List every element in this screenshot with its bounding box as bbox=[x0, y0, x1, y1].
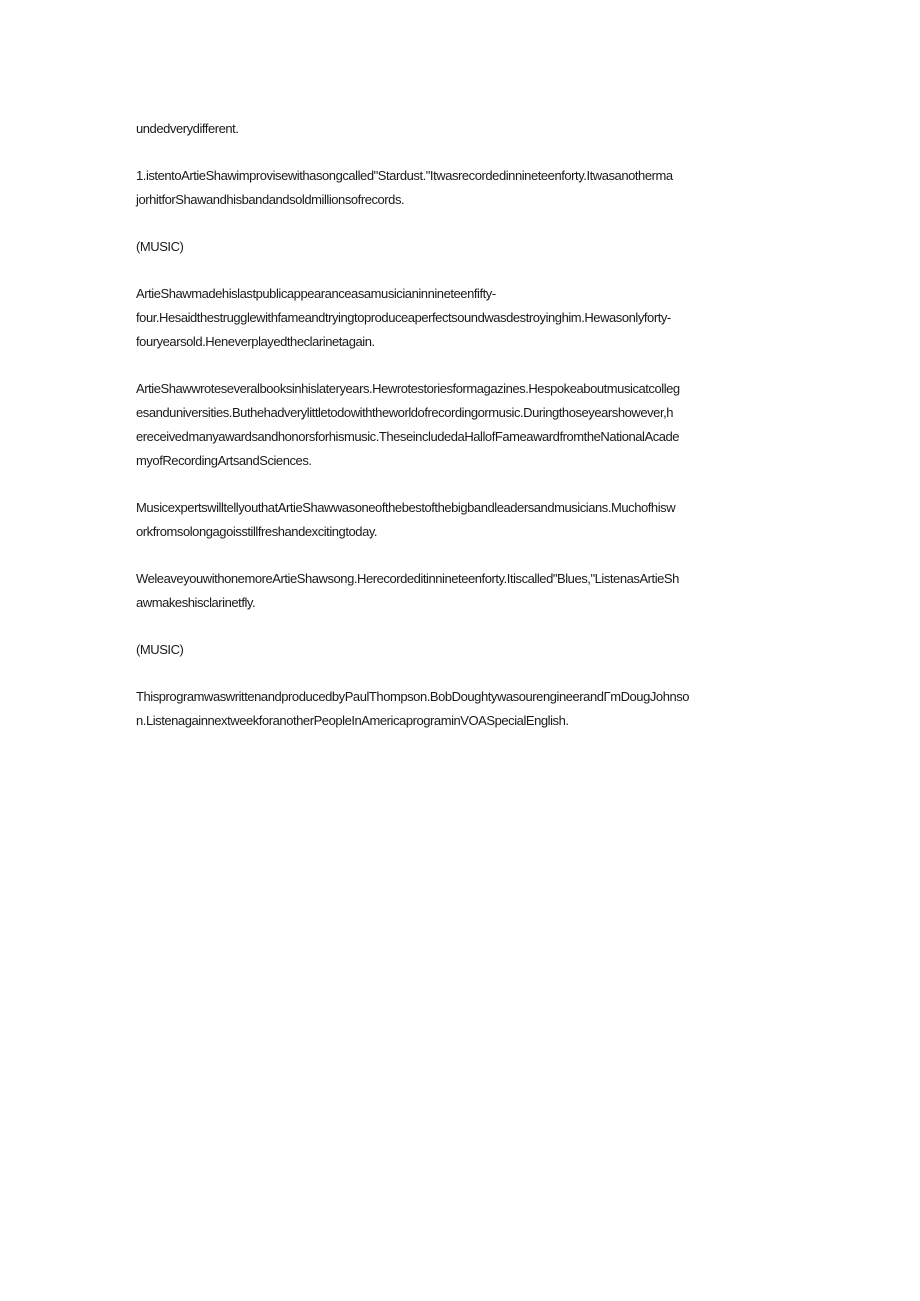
paragraph-3 bbox=[136, 235, 786, 259]
text-line: ArtieShawmadehislastpublicappearanceasamusicianinnineteenfifty- bbox=[136, 286, 496, 301]
paragraph-1 bbox=[136, 117, 786, 141]
text-line: myofRecordingArtsandSciences. bbox=[136, 453, 312, 468]
text-line: 1.istentoArtieShawimprovisewithasongcalled"Stardust."Itwasrecordedinnineteenforty.Itwasanotherma bbox=[136, 168, 673, 183]
text-line: ThisprogramwaswrittenandproducedbyPaulThompson.BobDoughtywasourengineerandΓmDougJohnso bbox=[136, 689, 690, 704]
paragraph-5 bbox=[136, 377, 786, 473]
text-line: undedverydifferent. bbox=[136, 121, 239, 136]
paragraph-2 bbox=[136, 164, 786, 212]
text-line: ArtieShawwroteseveralbooksinhislateryears.Hewrotestoriesformagazines.Hespokeaboutmusicatcolleg bbox=[136, 381, 680, 396]
text-line: esanduniversities.Buthehadverylittletodowiththeworldofrecordingormusic.Duringthoseyearshowever,h bbox=[136, 405, 674, 420]
paragraph-7 bbox=[136, 567, 786, 615]
text-line: fouryearsold.Heneverplayedtheclarinetagain. bbox=[136, 334, 375, 349]
text-line: MusicexpertswilltellyouthatArtieShawwasoneofthebestofthebigbandleadersandmusicians.Muchofhisw bbox=[136, 500, 676, 515]
paragraph-8 bbox=[136, 638, 786, 662]
text-line: jorhitforShawandhisbandandsoldmillionsofrecords. bbox=[136, 192, 405, 207]
music-cue: (MUSIC) bbox=[136, 239, 184, 254]
text-line: orkfromsolongagoisstillfreshandexcitingtoday. bbox=[136, 524, 378, 539]
text-line: four.Hesaidthestrugglewithfameandtryingtoproduceaperfectsoundwasdestroyinghim.Hewasonlyforty- bbox=[136, 310, 671, 325]
text-line: WeleaveyouwithonemoreArtieShawsong.Herecordeditinnineteenforty.Itiscalled"Blues,"ListenasArtieSh bbox=[136, 571, 679, 586]
music-cue: (MUSIC) bbox=[136, 642, 184, 657]
paragraph-6 bbox=[136, 496, 786, 544]
paragraph-4 bbox=[136, 282, 786, 354]
document-body bbox=[136, 117, 786, 756]
text-line: ereceivedmanyawardsandhonorsforhismusic.TheseincludedaHallofFameawardfromtheNationalAcade bbox=[136, 429, 680, 444]
text-line: n.ListenagainnextweekforanotherPeopleInAmericaprograminVOASpecialEnglish. bbox=[136, 713, 569, 728]
text-line: awmakeshisclarinetfly. bbox=[136, 595, 256, 610]
paragraph-9 bbox=[136, 685, 786, 733]
